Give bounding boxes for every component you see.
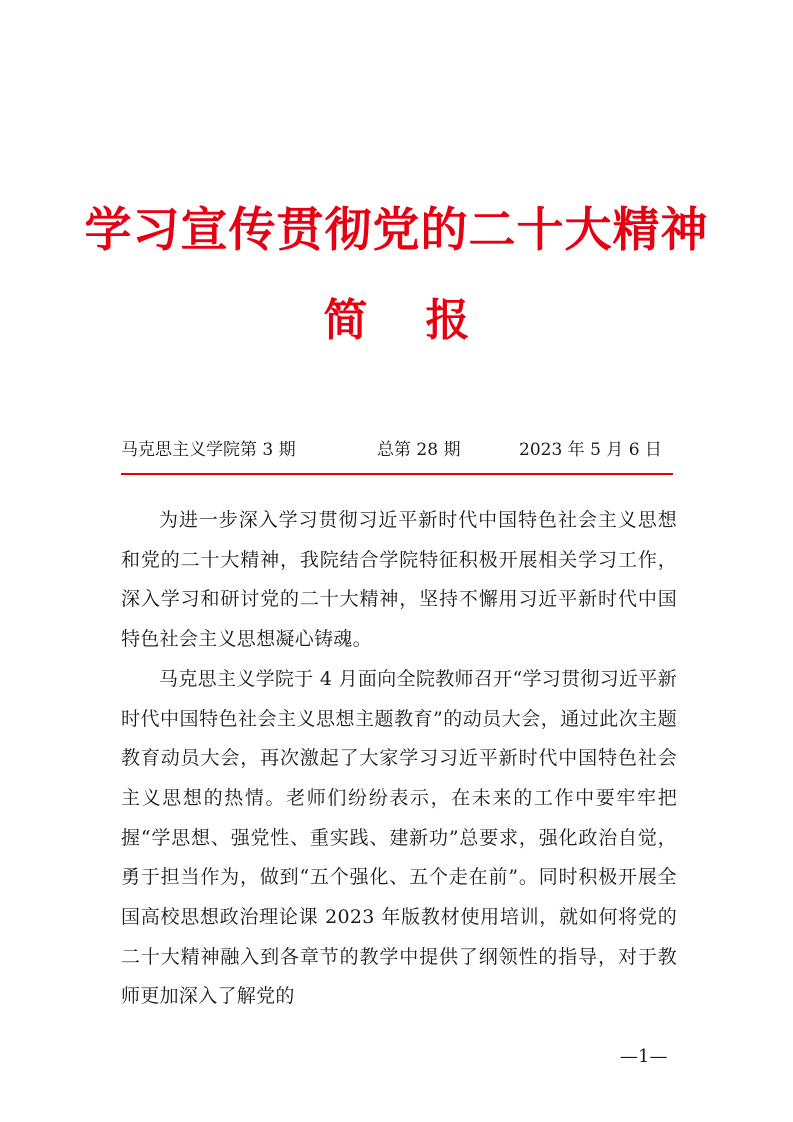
body-text [121,501,677,1017]
total-issue-number: 总第 28 期 [377,440,461,460]
red-divider-line [121,473,673,475]
page-number: —1— [620,1046,668,1067]
subtitle-char-1: 简 [323,295,368,346]
bulletin-subtitle [0,286,793,356]
subtitle-char-2: 报 [425,295,470,346]
issue-info-line [121,434,673,466]
body-paragraph-1: 为进一步深入学习贯彻习近平新时代中国特色社会主义思想和党的二十大精神，我院结合学院特征积极开展相关学习工作，深入学习和研讨党的二十大精神，坚持不懈用习近平新时代中国特色社会主义思想凝心铸魂。 [121,509,677,651]
body-paragraph-2: 马克思主义学院于 4 月面向全院教师召开“学习贯彻习近平新时代中国特色社会主义思想主题教育”的动员大会，通过此次主题教育动员大会，再次激起了大家学习习近平新时代中国特色社会主义思想的热情。老师们纷纷表示，在未来的工作中要牢牢把握“学思想、强党性、重实践、建新功”总要求，强化政治自觉，勇于担当作为，做到“五个强化、五个走在前”。同时积极开展全国高校思想政治理论课 2023 年版教材使用培训，就如何将党的二十大精神融入到各章节的教学中提供了纲领性的指导，对于教师更加深入了解党的 [121,667,677,1008]
bulletin-title: 学习宣传贯彻党的二十大精神 [84,203,709,258]
issue-number: 马克思主义学院第 3 期 [121,440,296,460]
issue-date: 2023 年 5 月 6 日 [519,440,662,460]
